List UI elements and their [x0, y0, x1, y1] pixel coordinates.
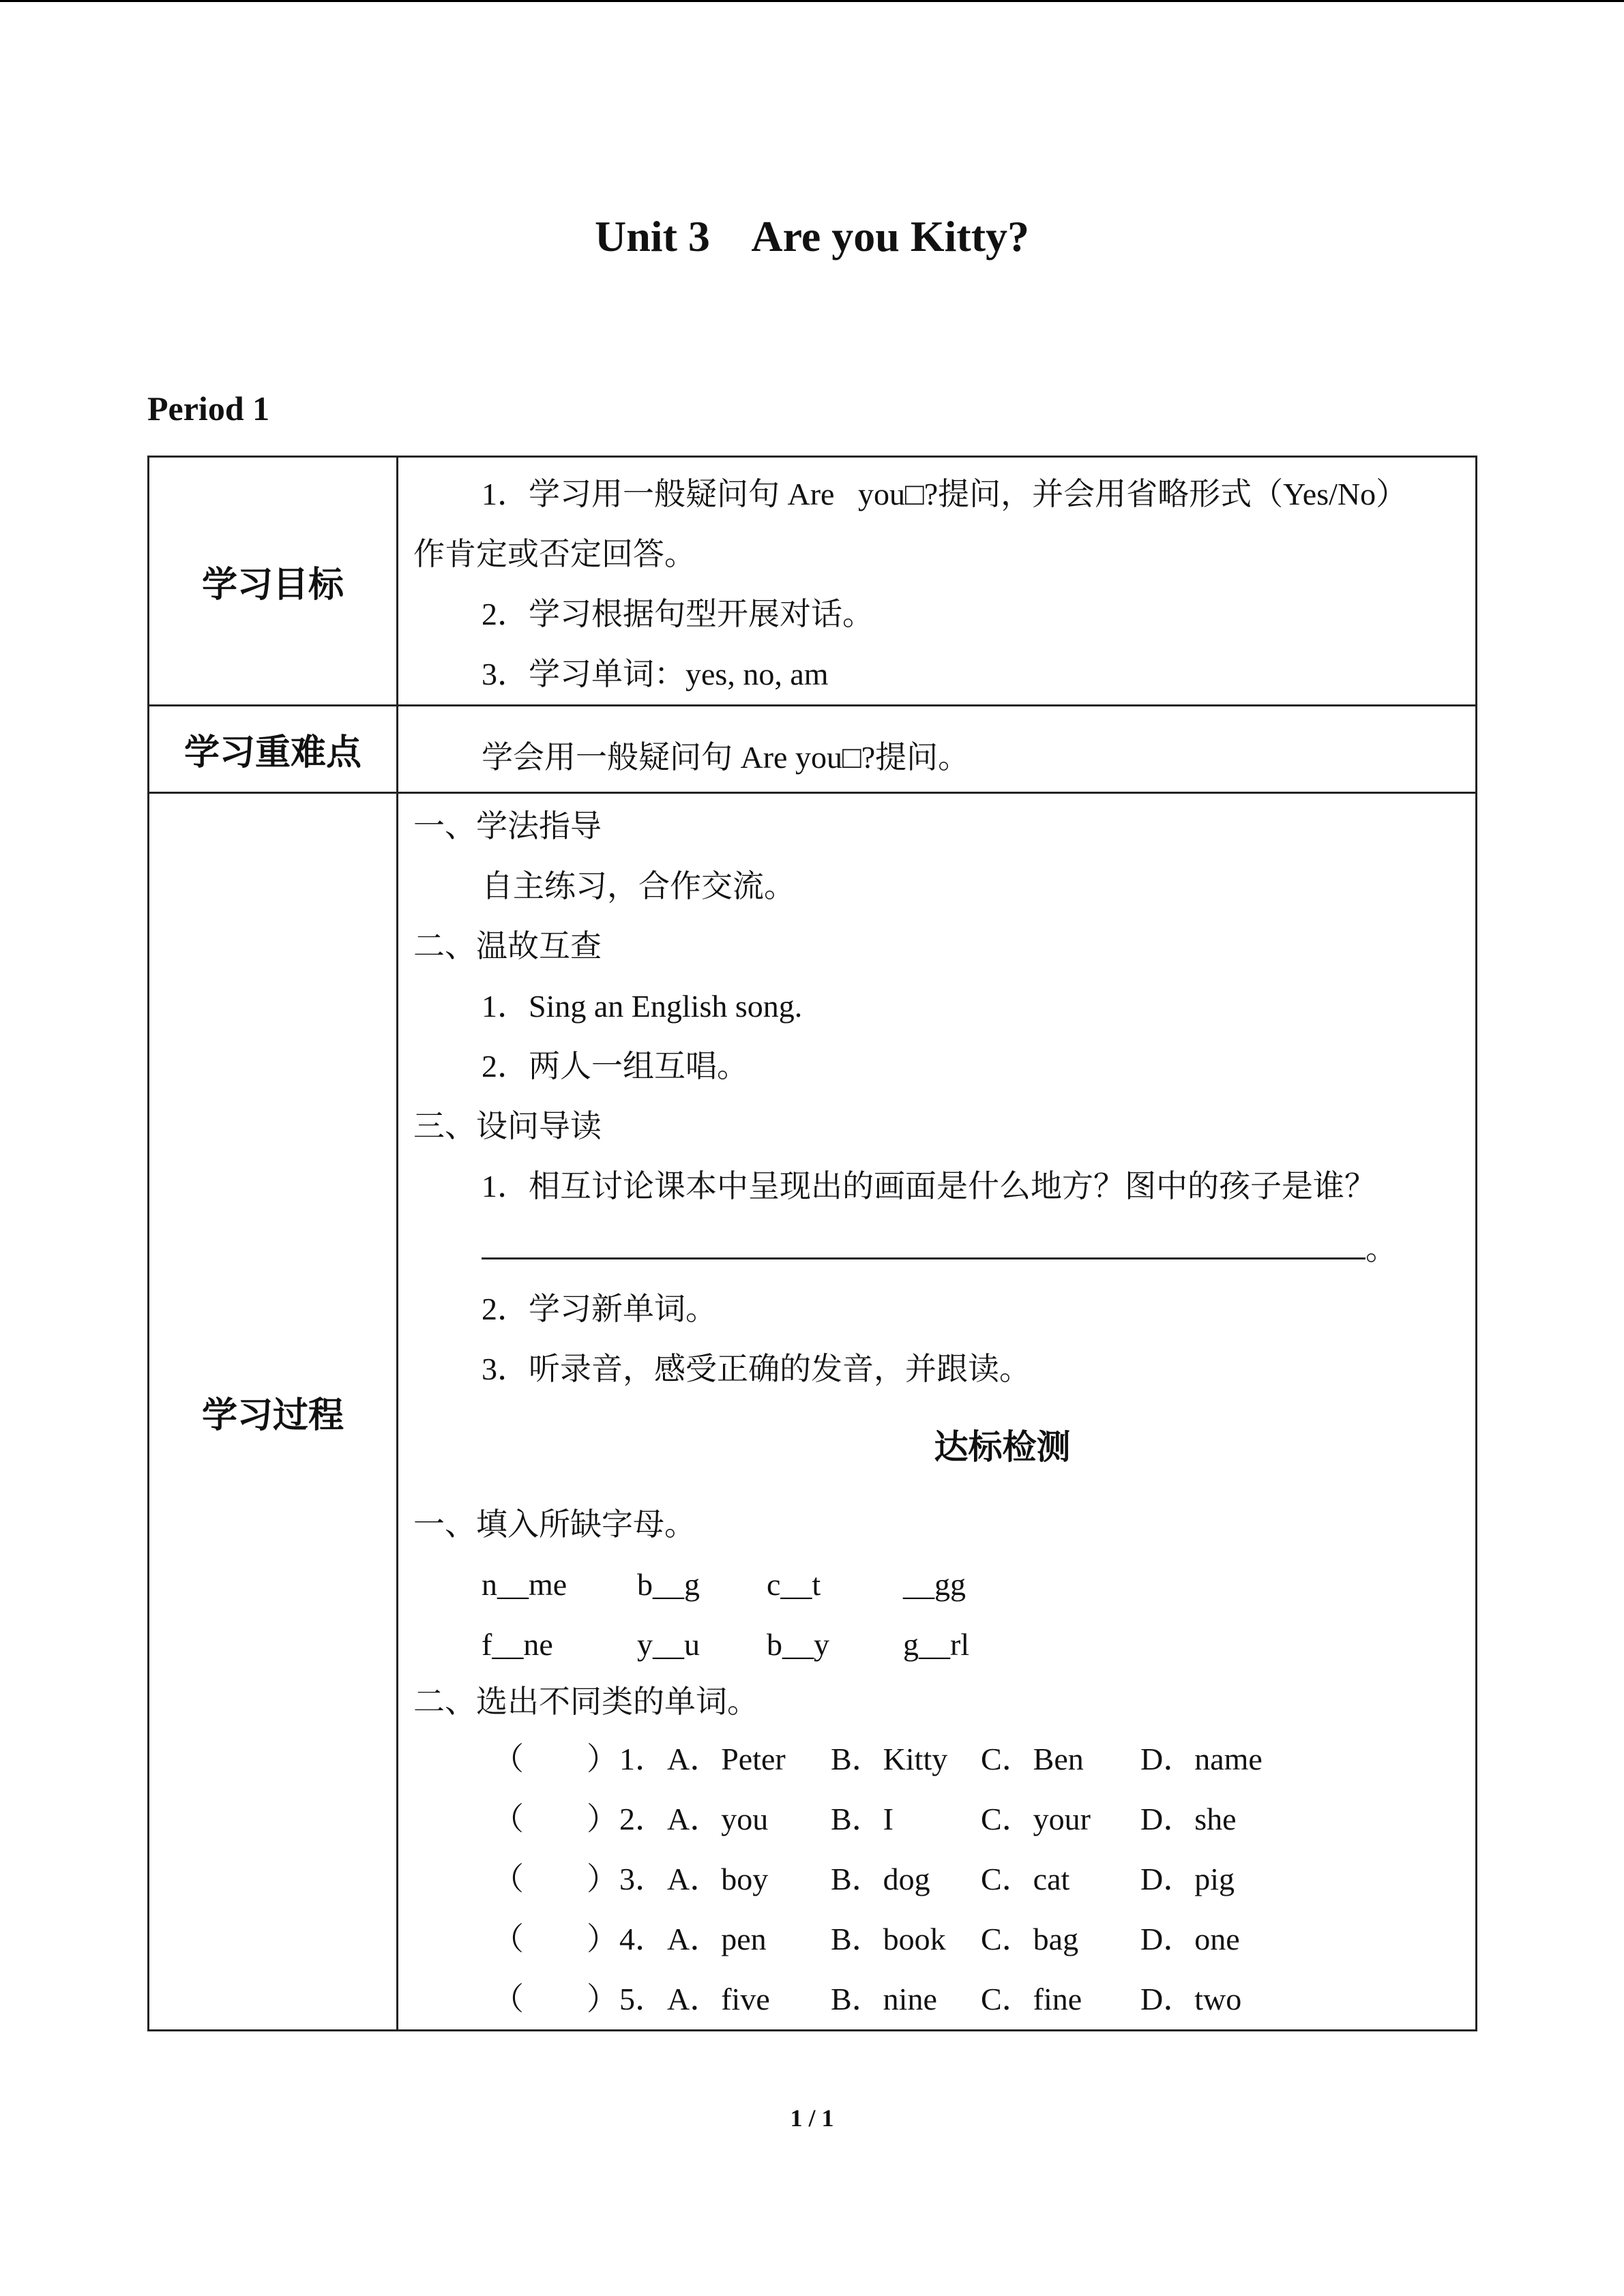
option-b: B．nine: [831, 1982, 937, 2016]
option-b: B．dog: [831, 1862, 930, 1896]
section3-item1: 1．相互讨论课本中呈现出的画面是什么地方？图中的孩子是谁？: [482, 1169, 1376, 1204]
option-a: A．boy: [667, 1862, 769, 1896]
answer-bracket[interactable]: （ ）: [492, 1922, 618, 1956]
goals-label: 学习目标: [149, 457, 398, 706]
goals-line1: 1．学习用一般疑问句 Are you□?提问，并会用省略形式（Yes/No）: [482, 477, 1408, 511]
answer-bracket[interactable]: （ ）: [492, 1802, 618, 1836]
option-c: C．fine: [981, 1982, 1082, 2016]
answer-blank-line: [413, 1217, 1462, 1279]
q1-word: b__g: [637, 1567, 700, 1602]
q1-word: g__rl: [903, 1627, 970, 1662]
option-c: C．bag: [981, 1922, 1079, 1956]
answer-bracket[interactable]: （ ）: [492, 1982, 618, 2016]
section2-item2: 2．两人一组互唱。: [482, 1049, 748, 1084]
option-a: A．Peter: [667, 1742, 786, 1776]
choice-question: [413, 1849, 1462, 1909]
answer-bracket[interactable]: （ ）: [492, 1862, 618, 1896]
q1-word: c__t: [767, 1567, 821, 1602]
q1-word: y__u: [637, 1627, 700, 1662]
q1-row1: [413, 1555, 1462, 1615]
goals-line2: 2．学习根据句型开展对话。: [482, 597, 874, 631]
section3-title: 三、设问导读: [413, 1109, 602, 1144]
section2-item1: 1．Sing an English song.: [482, 989, 803, 1024]
option-a: A．you: [667, 1802, 769, 1836]
question-number: 5．: [619, 1982, 666, 2016]
key-text: 学会用一般疑问句 Are you□?提问。: [482, 739, 970, 775]
answer-bracket[interactable]: （ ）: [492, 1742, 618, 1776]
top-border-line: [0, 0, 1624, 2]
blank-period: 。: [1365, 1232, 1397, 1266]
option-b: B．I: [831, 1802, 894, 1836]
process-content: [398, 793, 1477, 2031]
option-c: C．cat: [981, 1862, 1070, 1896]
question-number: 3．: [619, 1862, 666, 1896]
section3-item2: 2．学习新单词。: [482, 1292, 717, 1326]
choice-question: [413, 1909, 1462, 1969]
answer-blank[interactable]: [482, 1217, 1365, 1259]
key-label: 学习重难点: [149, 706, 398, 793]
lesson-plan-table: [147, 456, 1477, 2031]
option-d: D．she: [1140, 1802, 1237, 1836]
option-c: C．Ben: [981, 1742, 1084, 1776]
option-a: A．pen: [667, 1922, 767, 1956]
option-c: C．your: [981, 1802, 1091, 1836]
goals-content: [398, 457, 1477, 706]
row-key: [149, 706, 1477, 793]
page-title: Unit 3 Are you Kitty?: [594, 212, 1030, 260]
option-d: D．name: [1140, 1742, 1263, 1776]
section2-title: 二、温故互查: [413, 929, 602, 964]
section1-text: 自主练习，合作交流。: [482, 869, 795, 904]
question-number: 1．: [619, 1742, 666, 1776]
row-goals: [149, 457, 1477, 706]
q1-row2: [413, 1615, 1462, 1675]
page-number: 1 / 1: [790, 2104, 834, 2132]
choice-question: [413, 1729, 1462, 1789]
goals-line1b: 作肯定或否定回答。: [413, 537, 696, 571]
q1-word: n__me: [482, 1567, 567, 1602]
option-d: D．one: [1140, 1922, 1240, 1956]
q1-word: f__ne: [482, 1627, 553, 1662]
q1-word: __gg: [903, 1567, 966, 1602]
choice-question: [413, 1969, 1462, 2029]
section3-item3: 3．听录音，感受正确的发音，并跟读。: [482, 1352, 1031, 1386]
option-a: A．five: [667, 1982, 770, 2016]
period-heading: Period 1: [147, 389, 270, 428]
test-heading: 达标检测: [934, 1427, 1071, 1467]
choice-question: [413, 1789, 1462, 1849]
option-b: B．Kitty: [831, 1742, 948, 1776]
option-d: D．two: [1140, 1982, 1242, 2016]
option-b: B．book: [831, 1922, 946, 1956]
q2-title: 二、选出不同类的单词。: [413, 1684, 758, 1719]
q2-list: [413, 1729, 1462, 2029]
question-number: 4．: [619, 1922, 666, 1956]
process-label: 学习过程: [149, 793, 398, 2031]
key-content: [398, 706, 1477, 793]
goals-line3: 3．学习单词：yes, no, am: [482, 657, 829, 691]
q1-title: 一、填入所缺字母。: [413, 1507, 696, 1542]
option-d: D．pig: [1140, 1862, 1235, 1896]
row-process: [149, 793, 1477, 2031]
section1-title: 一、学法指导: [413, 809, 602, 844]
q1-word: b__y: [767, 1627, 829, 1662]
question-number: 2．: [619, 1802, 666, 1836]
